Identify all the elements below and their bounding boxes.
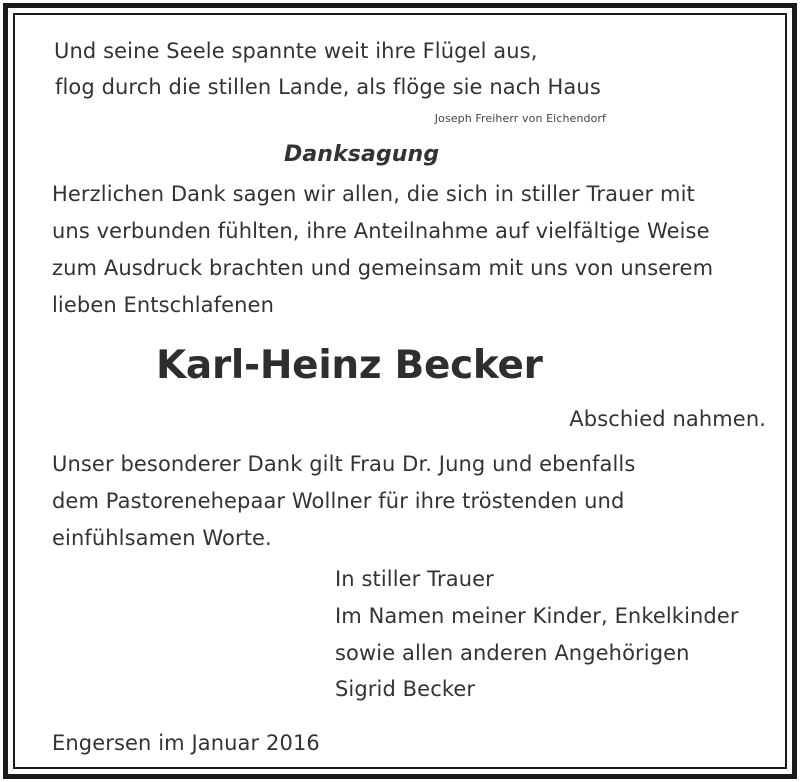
deceased-name: Karl-Heinz Becker: [156, 343, 543, 388]
quote-author: Joseph Freiherr von Eichendorf: [434, 112, 606, 125]
heading: Danksagung: [284, 142, 440, 167]
special-thanks-line-2: dem Pastorenehepaar Wollner für ihre tröstenden und: [52, 489, 625, 513]
signature-line-1: In stiller Trauer: [335, 567, 494, 591]
place-date: Engersen im Januar 2016: [52, 731, 320, 755]
special-thanks-line-3: einfühlsamen Worte.: [52, 526, 272, 550]
quote-line-2: flog durch die stillen Lande, als flöge sie nach Haus: [55, 75, 601, 99]
thanks-line-2: uns verbunden fühlten, ihre Anteilnahme auf vielfältige Weise: [52, 219, 710, 243]
thanks-line-1: Herzlichen Dank sagen wir allen, die sich in stiller Trauer mit: [52, 182, 695, 206]
thanks-line-4: lieben Entschlafenen: [52, 293, 274, 317]
signature-name: Sigrid Becker: [335, 677, 476, 701]
quote-line-1: Und seine Seele spannte weit ihre Flügel aus,: [54, 39, 538, 63]
signature-line-3: sowie allen anderen Angehörigen: [335, 641, 690, 665]
farewell-text: Abschied nahmen.: [569, 407, 766, 431]
thanks-line-3: zum Ausdruck brachten und gemeinsam mit uns von unserem: [52, 256, 714, 280]
signature-line-2: Im Namen meiner Kinder, Enkelkinder: [335, 604, 739, 628]
special-thanks-line-1: Unser besonderer Dank gilt Frau Dr. Jung und ebenfalls: [52, 452, 636, 476]
